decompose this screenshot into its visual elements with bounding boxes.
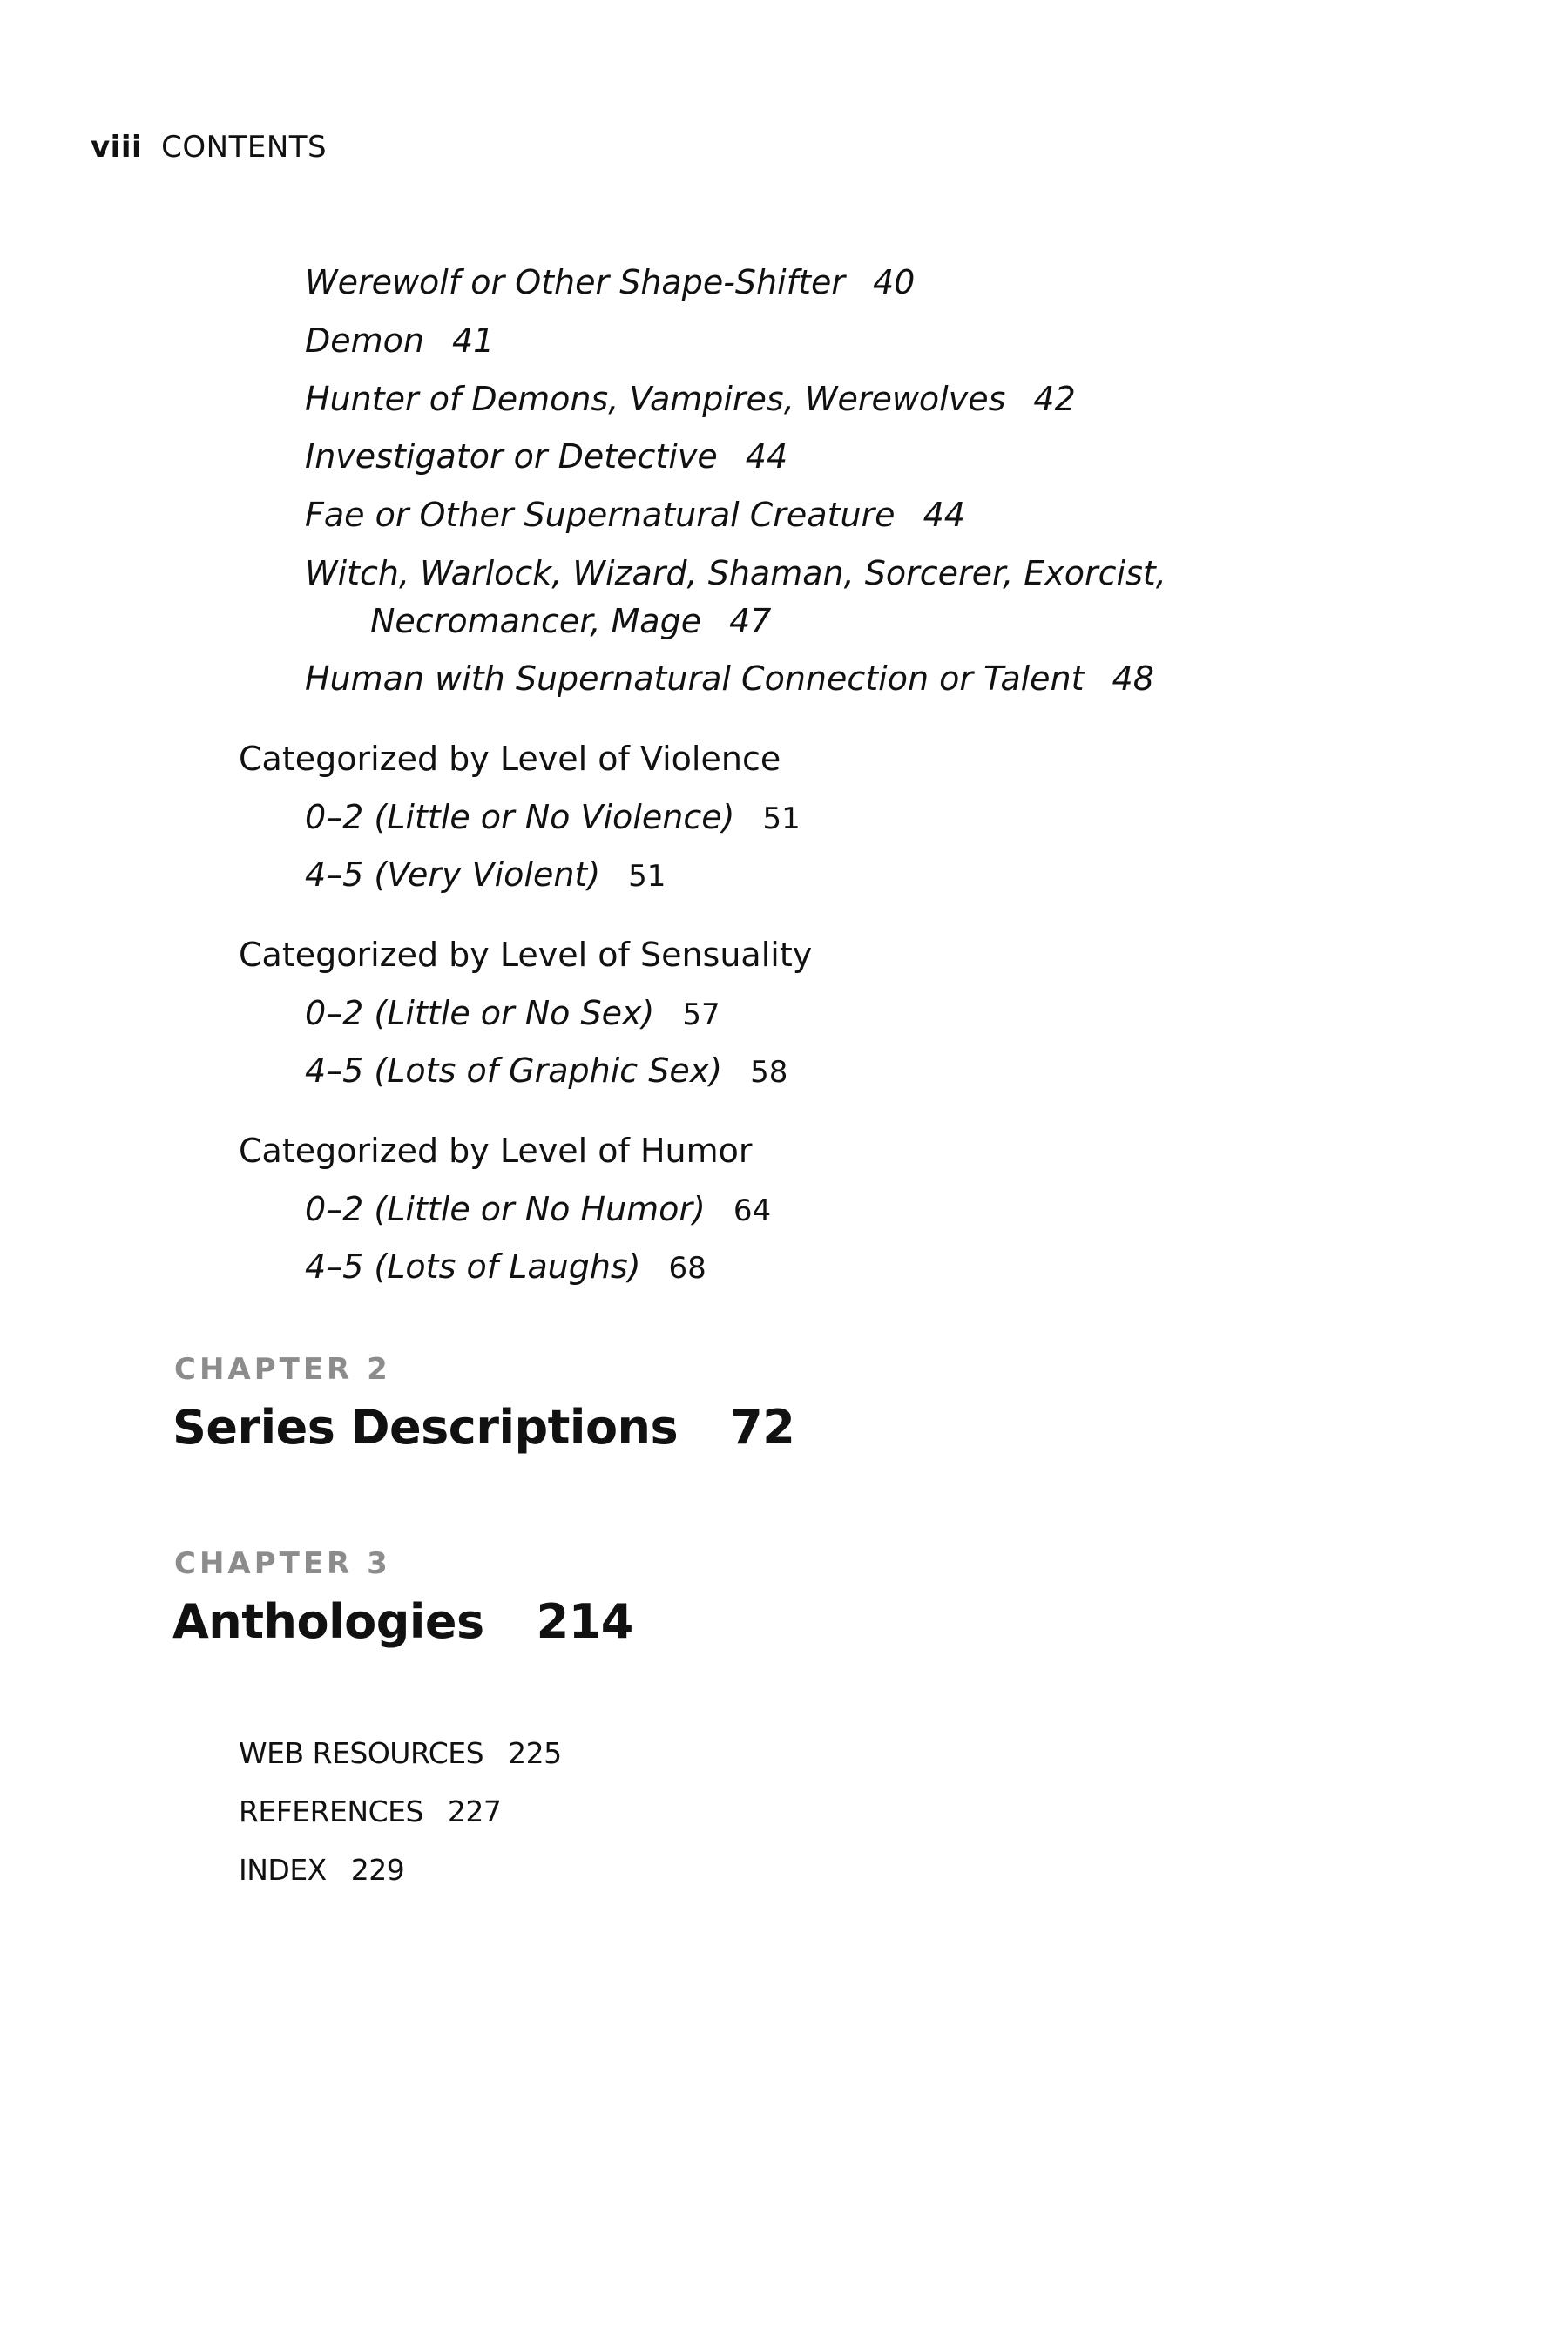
back-matter-title: REFERENCES: [239, 1794, 423, 1828]
toc-entry-title: 0–2 (Little or No Violence): [305, 798, 735, 836]
toc-entry[interactable]: [305, 1247, 706, 1286]
toc-entry[interactable]: [305, 554, 1166, 592]
toc-entry[interactable]: [305, 659, 1154, 698]
toc-group-heading[interactable]: Categorized by Level of Violence: [239, 740, 781, 778]
back-matter-entry[interactable]: [239, 1736, 562, 1770]
toc-entry-title: Investigator or Detective: [305, 437, 718, 476]
toc-entry-page: 51: [762, 801, 801, 836]
back-matter-title: WEB RESOURCES: [239, 1736, 484, 1770]
back-matter-page: 229: [350, 1853, 405, 1887]
chapter-title-text: Series Descriptions: [172, 1400, 679, 1455]
toc-entry[interactable]: [305, 855, 666, 894]
toc-entry-title: Human with Supernatural Connection or Talent: [305, 659, 1085, 698]
toc-entry-page: 68: [668, 1251, 706, 1286]
running-head-section: CONTENTS: [161, 130, 328, 165]
toc-group-heading[interactable]: Categorized by Level of Sensuality: [239, 936, 813, 974]
toc-entry[interactable]: [305, 496, 965, 534]
toc-entry-page: 57: [682, 997, 720, 1032]
toc-entry-title: 4–5 (Very Violent): [305, 855, 601, 894]
toc-entry-title: Werewolf or Other Shape-Shifter: [305, 263, 845, 301]
toc-entry-page: 44: [745, 437, 788, 476]
toc-entry[interactable]: [305, 1190, 772, 1228]
toc-entry[interactable]: [305, 1051, 788, 1090]
toc-entry-title: 0–2 (Little or No Humor): [305, 1190, 706, 1228]
toc-entry-title: 0–2 (Little or No Sex): [305, 994, 655, 1032]
toc-entry[interactable]: [305, 994, 720, 1032]
toc-entry-page: 42: [1033, 380, 1076, 418]
chapter-title[interactable]: [172, 1400, 795, 1455]
toc-entry-title: Hunter of Demons, Vampires, Werewolves: [305, 380, 1006, 418]
toc-entry[interactable]: [305, 382, 1076, 416]
toc-entry[interactable]: [305, 321, 495, 360]
back-matter-page: 227: [447, 1794, 502, 1828]
back-matter-entry[interactable]: [239, 1853, 405, 1887]
toc-entry-continuation[interactable]: [370, 602, 772, 640]
back-matter-page: 225: [508, 1736, 562, 1770]
toc-entry-page: 51: [628, 859, 666, 894]
chapter-page: 214: [536, 1594, 633, 1649]
toc-entry-title: 4–5 (Lots of Laughs): [305, 1247, 641, 1286]
page-folio: viii: [91, 130, 143, 165]
toc-entry-title: Demon: [305, 321, 424, 360]
toc-entry-page: 40: [872, 263, 916, 301]
back-matter-title: INDEX: [239, 1853, 327, 1887]
chapter-title-text: Anthologies: [172, 1594, 484, 1649]
toc-entry-title: 4–5 (Lots of Graphic Sex): [305, 1051, 723, 1090]
toc-entry-page: 44: [923, 496, 965, 534]
toc-entry-page: 47: [729, 602, 772, 640]
toc-entry[interactable]: [305, 798, 801, 836]
running-head: [91, 130, 328, 165]
chapter-label: CHAPTER 2: [174, 1352, 391, 1387]
toc-entry-title: Fae or Other Supernatural Creature: [305, 496, 896, 534]
toc-entry-page: 48: [1112, 659, 1154, 698]
toc-entry-page: 64: [733, 1193, 772, 1228]
chapter-label: CHAPTER 3: [174, 1546, 391, 1581]
toc-entry-title: Witch, Warlock, Wizard, Shaman, Sorcerer, Exorcist,: [305, 554, 1166, 592]
chapter-title[interactable]: [172, 1594, 633, 1649]
toc-entry[interactable]: [305, 437, 788, 476]
toc-entry-page: 41: [452, 321, 495, 360]
toc-entry[interactable]: [305, 263, 916, 301]
chapter-page: 72: [730, 1400, 795, 1455]
back-matter-entry[interactable]: [239, 1794, 502, 1828]
toc-entry-page: 58: [750, 1055, 788, 1090]
toc-entry-title: Necromancer, Mage: [370, 602, 702, 640]
toc-group-heading[interactable]: Categorized by Level of Humor: [239, 1132, 753, 1170]
